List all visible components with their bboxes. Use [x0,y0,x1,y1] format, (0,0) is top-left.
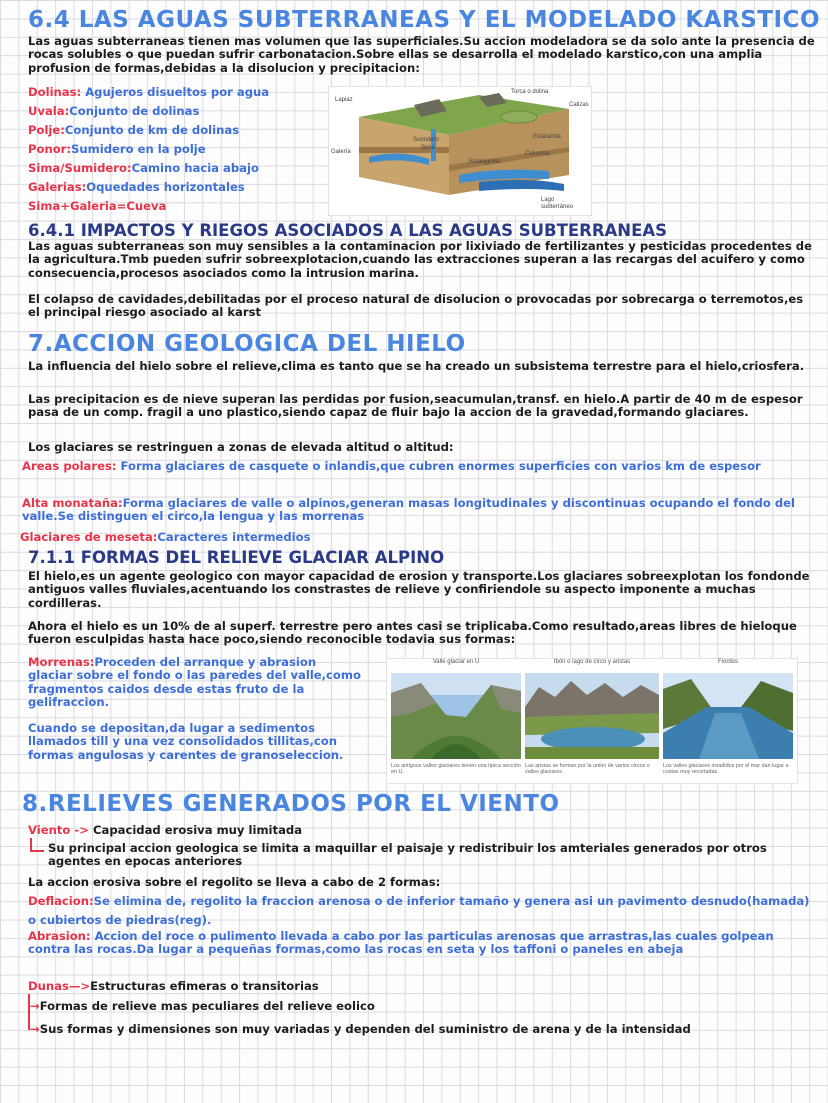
photo-title: Fiordos [717,659,738,665]
photo-caption: Los antiguos valles glaciares tienen una típica sección en U. [391,763,521,776]
label-sumidero: Sumidero [413,137,439,143]
photo-title: Valle glaciar en U [432,659,480,665]
branch-arrow-icon [30,838,44,852]
term-definition: Accion del roce o pulimento llevada a cabo por las particulas arenosas que arrastras,las cuales golpean contra las rocas.Da lugar a pequeñas formas,como las rocas en seta y los taffoni o paneles en abeja [28,929,774,957]
heading-8: 8.RELIEVES GENERADOS POR EL VIENTO [22,791,560,817]
term-label: Areas polares: [22,459,117,473]
label-sima: Sima [421,145,435,151]
term-label: Dolinas: [28,85,82,99]
paragraph-ice-erosion: El hielo,es un agente geologico con mayor capacidad de erosion y transporte.Los glaciares sobreexplotan los fondonde antiguos valles fluviales,acentuando los constrastes de relieve y confiriendole su aspecto imponente a muchas cordilleras. [28,569,810,610]
paragraph-erosion-forms: La accion erosiva sobre el regolito se lleva a cabo de 2 formas: [28,875,441,889]
term-definition: Conjunto de dolinas [69,104,200,118]
term-label: Alta monataña: [22,496,123,510]
paragraph-wind-action: Su principal accion geologica se limita a maquillar el paisaje y redistribuir los amteriales generados por otros agentes en epocas anteriores [48,841,767,869]
term-item [28,86,328,105]
term-label: Ponor: [28,142,72,156]
paragraph-criosfera: La influencia del hielo sobre el relieve,clima es tanto que se ha creado un subsistema terrestre para el hielo,criosfera. [28,359,805,373]
term-label: Galerias: [28,180,87,194]
photo-u-valley [391,673,521,759]
label-lago: Lago [541,197,555,203]
heading-6-4: 6.4 LAS AGUAS SUBTERRANEAS Y EL MODELADO KARSTICO [28,7,820,33]
paragraph-karst-collapse: El colapso de cavidades,debilitadas por el proceso natural de disolucion o provocadas por sobrecarga o terremotos,es el principal riesgo asociado al karst [28,292,804,320]
label-torca: Torca o dolina [511,89,549,95]
heading-6-4-1: 6.4.1 IMPACTOS Y RIEGOS ASOCIADOS A LAS AGUAS SUBTERRANEAS [28,221,668,240]
karst-block-illustration [329,87,591,215]
heading-7: 7.ACCION GEOLOGICA DEL HIELO [28,331,466,357]
photo-title: Ibón o lago de circo y aristas [553,659,631,665]
item-abrasion [28,930,818,957]
paragraph-contamination: Las aguas subterraneas son muy sensibles a la contaminacion por lixiviado de fertilizantes y pesticidas procedentes de la agricultura.Tmb pueden sufrir sobreexplotacion,cuando las extracciones superan a las recargas del acuifero y como consecuencia,procesos asociados como la intrusion marina. [28,239,812,280]
term-definition: Se elimina de, regolito la fraccion arenosa o de inferior tamaño y genera asi un pavimento desnudo(hamada) o cubiertos de piedras(reg). [28,894,810,927]
term-definition: Capacidad erosiva muy limitada [93,823,303,837]
paragraph-precipitation: Las precipitacion es de nieve superan las perdidas por fusion,seacumulan,transf. en hielo.A partir de 40 m de espesor pasa de un comp. fragil a uno plastico,siendo capaz de fluir bajo la accion de la gravedad,formando glaciares. [28,392,803,420]
term-definition: Agujeros disueltos por agua [85,85,270,99]
term-label: Viento [28,823,71,837]
term-label: Polje: [28,123,65,137]
term-label: Sima/Sumidero: [28,161,132,175]
label-galeria: Galería [331,149,351,155]
term-item [28,143,328,162]
term-label: Uvala: [28,104,70,118]
item-alta-montana [22,497,812,524]
arrow-right-icon: → [30,999,40,1013]
photo-caption: Las aristas se forman por la unión de varios circos o valles glaciares. [525,763,650,776]
term-label: Glaciares de meseta: [20,530,158,544]
photo-cirque-lake [525,673,659,759]
label-columna: Columna [525,151,550,157]
term-definition: Forma glaciares de valle o alpinos,generan masas longitudinales y discontinuas ocupando el fondo del valle.Se distinguen el circo,la lengua y las morrenas [22,496,795,524]
karst-diagram [328,86,592,216]
term-definition: Caracteres intermedios [157,530,311,544]
label-calizas: Calizas [569,102,589,108]
item-areas-polares [22,460,812,473]
arrow-right-icon: -> [74,823,89,837]
arrow-right-icon: → [30,1022,40,1036]
term-definition: Sumidero en la polje [71,142,206,156]
term-item [28,181,328,200]
term-definition: Cueva [126,199,167,213]
arrow-right-icon: —> [68,979,91,993]
term-item [28,105,328,124]
paragraph-glacier-zones: Los glaciares se restringuen a zonas de elevada altitud o altitud: [28,440,454,454]
label-estalagmita: Estalagmita [469,159,501,165]
term-definition: Camino hacia abajo [131,161,259,175]
term-definition: Estructuras efimeras o transitorias [90,979,319,993]
label-subterraneo: subterráneo [541,204,574,210]
paragraph-till: Cuando se depositan,da lugar a sedimentos llamados till y una vez consolidados tillitas,con formas angulosas y carentes de granoseleccion. [28,721,344,762]
item-dunas-peculiar [30,1000,375,1013]
item-viento [28,824,302,837]
term-label: Deflacion: [28,894,94,908]
item-deflacion [28,892,818,930]
item-dunas [28,980,319,993]
karst-terms-list [28,86,328,219]
term-definition: Sus formas y dimensiones son muy variadas y dependen del suministro de arena y de la intensidad [39,1022,691,1036]
paragraph-ice-coverage: Ahora el hielo es un 10% de al superf. terrestre pero antes casi se triplicaba.Como resultado,areas libres de hieloque fueron esculpidas hasta hace poco,siendo reconocible todavia sus formas: [28,619,797,647]
term-definition: Proceden del arranque y abrasion glaciar sobre el fondo o las paredes del valle,como fragmentos caidos desde estas fruto de la gelifraccion. [28,655,361,710]
photo-caption: Los valles glaciares invadidos por el mar dan lugar a costas muy recortadas. [663,763,789,776]
glacial-landforms-figure [386,658,798,784]
term-item [28,162,328,181]
paragraph-karst-intro: Las aguas subterraneas tienen mas volumen que las superficiales.Su accion modeladora se da solo ante la presencia de rocas solubles o que puedan sufrir carbonatacion.Sobre ellas se desarrolla el modelado karstico,con una amplia profusion de formas,debidas a la disolucion y precipitacion: [28,34,815,75]
item-morrenas [28,656,362,710]
label-lapiaz: Lapiaz [335,97,353,103]
item-glaciares-meseta [20,531,311,544]
term-definition: Forma glaciares de casquete o inlandis,que cubren enormes superficies con varios km de espesor [116,459,761,473]
label-estalactita: Estalactita [533,134,561,140]
term-definition: Formas de relieve mas peculiares del relieve eolico [39,999,375,1013]
term-item [28,124,328,143]
photo-fjord [663,673,793,759]
term-definition: Conjunto de km de dolinas [64,123,240,137]
term-label: Dunas [28,979,69,993]
term-item [28,200,328,219]
term-label: Sima+Galeria= [28,199,127,213]
term-definition: Oquedades horizontales [86,180,245,194]
heading-7-1-1: 7.1.1 FORMAS DEL RELIEVE GLACIAR ALPINO [28,548,445,567]
item-dunas-formas [30,1023,691,1036]
term-label: Morrenas: [28,655,95,669]
term-label: Abrasion: [28,929,91,943]
